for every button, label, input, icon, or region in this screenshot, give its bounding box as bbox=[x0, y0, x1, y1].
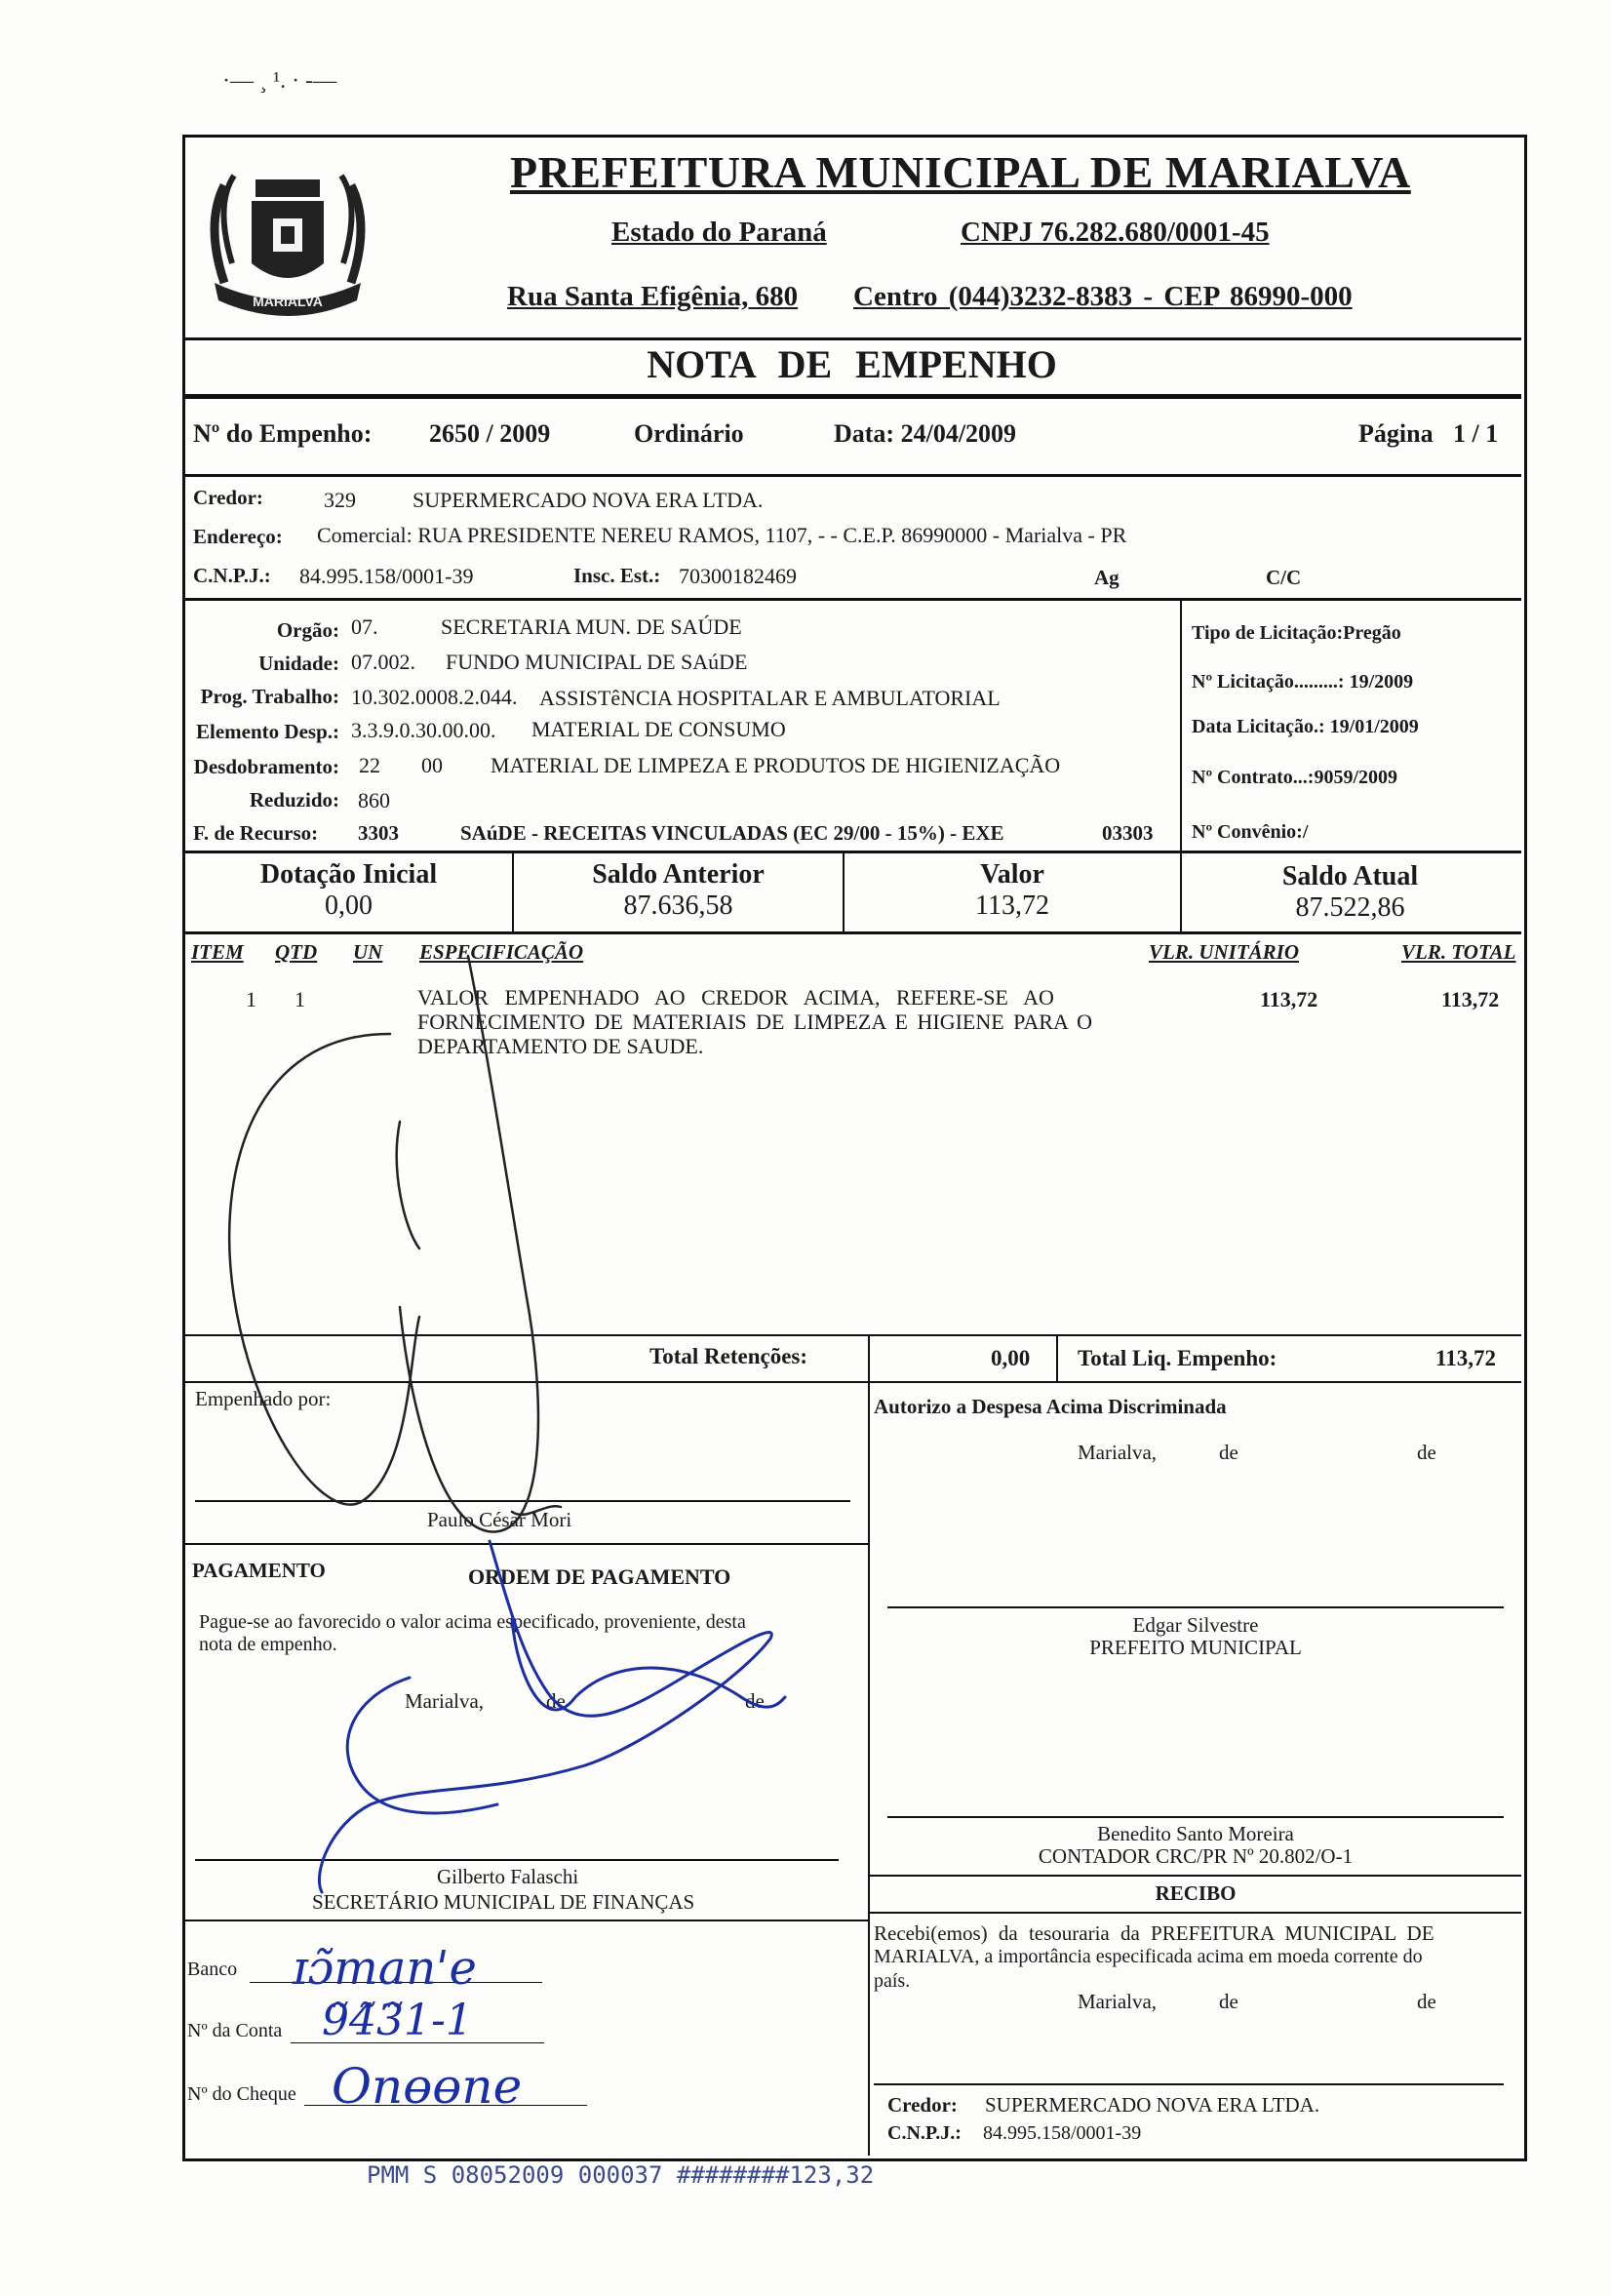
elemento-code: 3.3.9.0.30.00.00. bbox=[351, 718, 496, 742]
item-qty: 1 bbox=[295, 987, 305, 1011]
saldo-anterior-label: Saldo Anterior bbox=[592, 859, 765, 890]
recibo-cnpj: 84.995.158/0001-39 bbox=[983, 2122, 1142, 2144]
retencoes-value: 0,00 bbox=[991, 1346, 1031, 1370]
recibo-de-1: de bbox=[1219, 1990, 1238, 2013]
conta-handwritten: 9̃4̃3̃1-1 bbox=[322, 1996, 473, 2045]
state-name: Estado do Paraná bbox=[611, 217, 827, 248]
desdobramento-code: 22 bbox=[359, 753, 380, 777]
desdobramento-name: MATERIAL DE LIMPEZA E PRODUTOS DE HIGIENIZAÇÃO bbox=[491, 753, 1061, 777]
recibo-cnpj-label: C.N.P.J.: bbox=[887, 2122, 962, 2144]
reduzido-value: 860 bbox=[358, 788, 390, 812]
numero-licitacao: Nº Licitação.........: 19/2009 bbox=[1192, 671, 1414, 693]
pagamento-de-1: de bbox=[546, 1689, 566, 1713]
numero-convenio: Nº Convênio:/ bbox=[1192, 821, 1309, 843]
orgao-label: Orgão: bbox=[276, 618, 339, 642]
desdobramento-label: Desdobramento: bbox=[193, 755, 339, 778]
col-vlr-unit: VLR. UNITÁRIO bbox=[1149, 940, 1300, 964]
scanner-marks: ·— ¸ ¹. · -— bbox=[222, 68, 337, 94]
city-seal-logo bbox=[195, 146, 380, 332]
pagamento-text: nota de empenho. bbox=[199, 1634, 337, 1655]
page-number: 1 / 1 bbox=[1453, 419, 1499, 448]
pagamento-text: Pague-se ao favorecido o valor acima especificado, proveniente, desta bbox=[199, 1611, 746, 1633]
prog-label: Prog. Trabalho: bbox=[200, 685, 339, 708]
recibo-credor-label: Credor: bbox=[887, 2093, 958, 2117]
credor-name: SUPERMERCADO NOVA ERA LTDA. bbox=[413, 488, 764, 512]
elemento-name: MATERIAL DE CONSUMO bbox=[531, 717, 786, 741]
item-spec-line: FORNECIMENTO DE MATERIAIS DE LIMPEZA E HIGIENE PARA O bbox=[417, 1009, 1093, 1034]
autorizo-label: Autorizo a Despesa Acima Discriminada bbox=[874, 1395, 1227, 1418]
contador-name: Benedito Santo Moreira bbox=[1097, 1822, 1294, 1845]
recurso-name: SAúDE - RECEITAS VINCULADAS (EC 29/00 - 15%) - EXE bbox=[460, 821, 1004, 845]
recibo-text: MARIALVA, a importância especificada acima em moeda corrente do bbox=[874, 1946, 1423, 1967]
cnpj-label: C.N.P.J.: bbox=[193, 564, 271, 587]
empenho-type: Ordinário bbox=[634, 419, 744, 448]
recurso-code2: 03303 bbox=[1102, 821, 1154, 845]
elemento-label: Elemento Desp.: bbox=[196, 720, 339, 743]
pagamento-de-2: de bbox=[745, 1689, 765, 1713]
col-qtd: QTD bbox=[275, 940, 318, 964]
orgao-code: 07. bbox=[351, 614, 378, 639]
valor-value: 113,72 bbox=[975, 891, 1049, 921]
banco-handwritten: ɪɔ̃manꞌe bbox=[293, 1941, 477, 1996]
agency-label: Ag bbox=[1094, 566, 1120, 589]
prog-code: 10.302.0008.2.044. bbox=[351, 685, 518, 709]
empenho-number: 2650 / 2009 bbox=[429, 419, 551, 448]
unidade-code: 07.002. bbox=[351, 650, 415, 674]
empenho-number-label: Nº do Empenho: bbox=[193, 419, 373, 448]
saldo-atual-label: Saldo Atual bbox=[1281, 861, 1419, 891]
secretario-role: SECRETÁRIO MUNICIPAL DE FINANÇAS bbox=[312, 1890, 695, 1914]
autorizo-de-1: de bbox=[1219, 1441, 1238, 1464]
tipo-licitacao: Tipo de Licitação:Pregão bbox=[1192, 622, 1401, 644]
col-un: UN bbox=[353, 940, 383, 964]
credor-label: Credor: bbox=[193, 486, 263, 509]
prefeito-name: Edgar Silvestre bbox=[1132, 1613, 1259, 1637]
insc-label: Insc. Est.: bbox=[573, 564, 661, 587]
col-vlr-total: VLR. TOTAL bbox=[1401, 940, 1516, 964]
unidade-label: Unidade: bbox=[258, 652, 339, 675]
account-label: C/C bbox=[1266, 566, 1302, 589]
page-label: Página bbox=[1358, 419, 1434, 448]
item-total-value: 113,72 bbox=[1441, 987, 1500, 1011]
item-number: 1 bbox=[246, 987, 256, 1011]
col-spec: ESPECIFICAÇÃO bbox=[419, 940, 584, 964]
retencoes-label: Total Retenções: bbox=[649, 1344, 808, 1368]
recurso-label: F. de Recurso: bbox=[193, 821, 319, 845]
desdobramento-code2: 00 bbox=[421, 753, 443, 777]
recibo-text: país. bbox=[874, 1970, 911, 1992]
item-spec-line: DEPARTAMENTO DE SAUDE. bbox=[417, 1034, 704, 1058]
saldo-anterior-value: 87.636,58 bbox=[623, 891, 733, 921]
conta-label: Nº da Conta bbox=[187, 2020, 283, 2041]
ordem-pagamento: ORDEM DE PAGAMENTO bbox=[468, 1564, 731, 1589]
recibo-credor-name: SUPERMERCADO NOVA ERA LTDA. bbox=[985, 2093, 1320, 2117]
prefeitura-title: PREFEITURA MUNICIPAL DE MARIALVA bbox=[510, 147, 1411, 197]
banco-label: Banco bbox=[187, 1959, 238, 1980]
liq-label: Total Liq. Empenho: bbox=[1078, 1346, 1277, 1370]
saldo-atual-value: 87.522,86 bbox=[1295, 892, 1405, 923]
header-address: Rua Santa Efigênia, 680 bbox=[507, 281, 799, 312]
unidade-name: FUNDO MUNICIPAL DE SAúDE bbox=[446, 650, 748, 674]
footer-stamp: PMM S 08052009 000037 ########123,32 bbox=[367, 2161, 875, 2189]
insc-value: 70300182469 bbox=[679, 564, 797, 588]
recibo-place: Marialva, bbox=[1078, 1990, 1158, 2013]
valor-label: Valor bbox=[980, 859, 1044, 890]
dotacao-value: 0,00 bbox=[325, 891, 373, 921]
data-licitacao: Data Licitação.: 19/01/2009 bbox=[1192, 716, 1419, 737]
liq-value: 113,72 bbox=[1435, 1346, 1496, 1370]
empenhado-signer: Paulo César Mori bbox=[427, 1508, 572, 1531]
empenho-date: Data: 24/04/2009 bbox=[834, 419, 1017, 448]
prefeito-role: PREFEITO MUNICIPAL bbox=[1089, 1636, 1302, 1659]
dotacao-label: Dotação Inicial bbox=[259, 859, 438, 890]
document-title: NOTA DE EMPENHO bbox=[647, 342, 1057, 386]
credor-code: 329 bbox=[324, 488, 356, 512]
address-label: Endereço: bbox=[193, 525, 283, 548]
recurso-code: 3303 bbox=[358, 821, 399, 845]
contador-role: CONTADOR CRC/PR Nº 20.802/O-1 bbox=[1038, 1844, 1354, 1868]
header-cnpj: CNPJ 76.282.680/0001-45 bbox=[961, 217, 1270, 248]
credor-cnpj: 84.995.158/0001-39 bbox=[299, 564, 474, 588]
autorizo-de-2: de bbox=[1417, 1441, 1436, 1464]
secretario-name: Gilberto Falaschi bbox=[437, 1865, 579, 1888]
reduzido-label: Reduzido: bbox=[249, 788, 339, 812]
cheque-handwritten: Onɵɵne bbox=[332, 2058, 523, 2115]
header-phone-cep: Centro (044)3232-8383 - CEP 86990-000 bbox=[853, 281, 1353, 312]
svg-text:MARIALVA: MARIALVA bbox=[253, 294, 323, 309]
orgao-name: SECRETARIA MUN. DE SAÚDE bbox=[441, 614, 742, 639]
empenhado-label: Empenhado por: bbox=[195, 1387, 332, 1410]
item-unit-value: 113,72 bbox=[1260, 987, 1318, 1011]
item-spec-line: VALOR EMPENHADO AO CREDOR ACIMA, REFERE-SE AO bbox=[417, 985, 1054, 1009]
recibo-text: Recebi(emos) da tesouraria da PREFEITURA MUNICIPAL DE bbox=[874, 1921, 1434, 1945]
autorizo-place: Marialva, bbox=[1078, 1441, 1158, 1464]
cheque-label: Nº do Cheque bbox=[187, 2083, 296, 2105]
col-item: ITEM bbox=[191, 940, 244, 964]
pagamento-place: Marialva, bbox=[405, 1689, 485, 1713]
prog-name: ASSISTêNCIA HOSPITALAR E AMBULATORIAL bbox=[539, 686, 1001, 710]
recibo-label: RECIBO bbox=[1155, 1881, 1237, 1905]
recibo-de-2: de bbox=[1417, 1990, 1436, 2013]
pagamento-label: PAGAMENTO bbox=[192, 1559, 326, 1582]
credor-address: Comercial: RUA PRESIDENTE NEREU RAMOS, 1107, - - C.E.P. 86990000 - Marialva - PR bbox=[317, 523, 1127, 547]
numero-contrato: Nº Contrato...:9059/2009 bbox=[1192, 767, 1398, 788]
